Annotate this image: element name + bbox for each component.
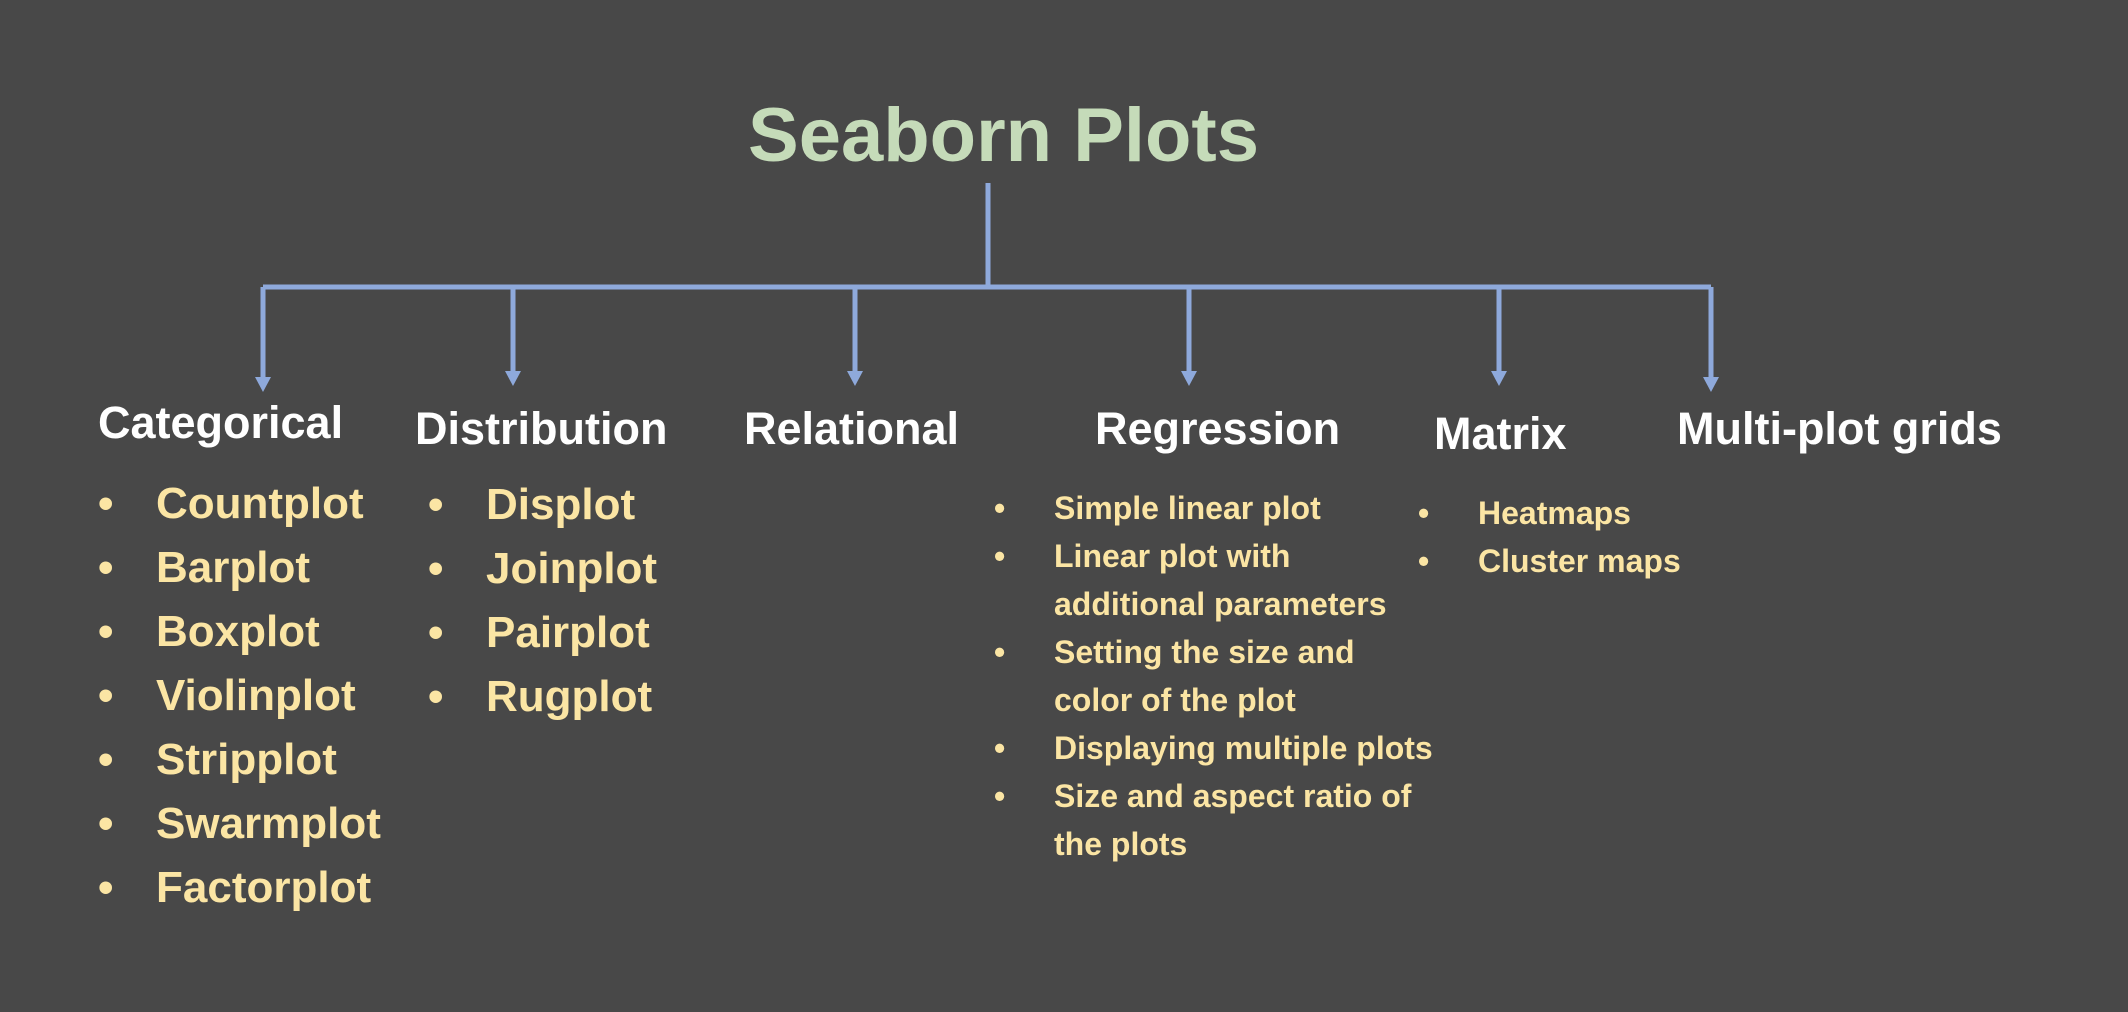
connector-group [263, 183, 1711, 380]
list-item: • Displot [428, 473, 657, 537]
list-item: • Boxplot [98, 600, 381, 664]
list-item: • Swarmplot [98, 792, 381, 856]
list-item: • Violinplot [98, 664, 381, 728]
diagram-title: Seaborn Plots [748, 93, 1259, 178]
list-item: • Cluster maps [1418, 537, 1681, 585]
arrowhead-distribution [505, 371, 521, 386]
category-relational: Relational [744, 403, 960, 454]
list-item: • Simple linear plot [994, 484, 1434, 532]
list-item: • Pairplot [428, 601, 657, 665]
list-distribution [428, 473, 657, 729]
list-item: • Size and aspect ratio of the plots [994, 772, 1434, 868]
arrowheads [255, 371, 1719, 392]
list-item: • Barplot [98, 536, 381, 600]
arrowhead-regression [1181, 371, 1197, 386]
arrowhead-categorical [255, 377, 271, 392]
list-regression [994, 484, 1434, 868]
list-item: • Rugplot [428, 665, 657, 729]
category-categorical: Categorical [98, 397, 344, 448]
list-item: • Stripplot [98, 728, 381, 792]
list-matrix [1418, 489, 1681, 585]
arrowhead-multiplot [1703, 377, 1719, 392]
category-distribution: Distribution [415, 403, 668, 454]
list-item: • Heatmaps [1418, 489, 1681, 537]
list-item: • Factorplot [98, 856, 381, 920]
list-item: • Countplot [98, 472, 381, 536]
category-regression: Regression [1095, 403, 1341, 454]
list-item: • Setting the size and color of the plot [994, 628, 1434, 724]
arrowhead-relational [847, 371, 863, 386]
list-item: • Joinplot [428, 537, 657, 601]
arrowhead-matrix [1491, 371, 1507, 386]
list-categorical [98, 472, 381, 920]
category-matrix: Matrix [1434, 408, 1567, 459]
list-item: • Linear plot with additional parameters [994, 532, 1434, 628]
list-item: • Displaying multiple plots [994, 724, 1434, 772]
category-multi-plot-grids: Multi-plot grids [1677, 403, 2002, 454]
